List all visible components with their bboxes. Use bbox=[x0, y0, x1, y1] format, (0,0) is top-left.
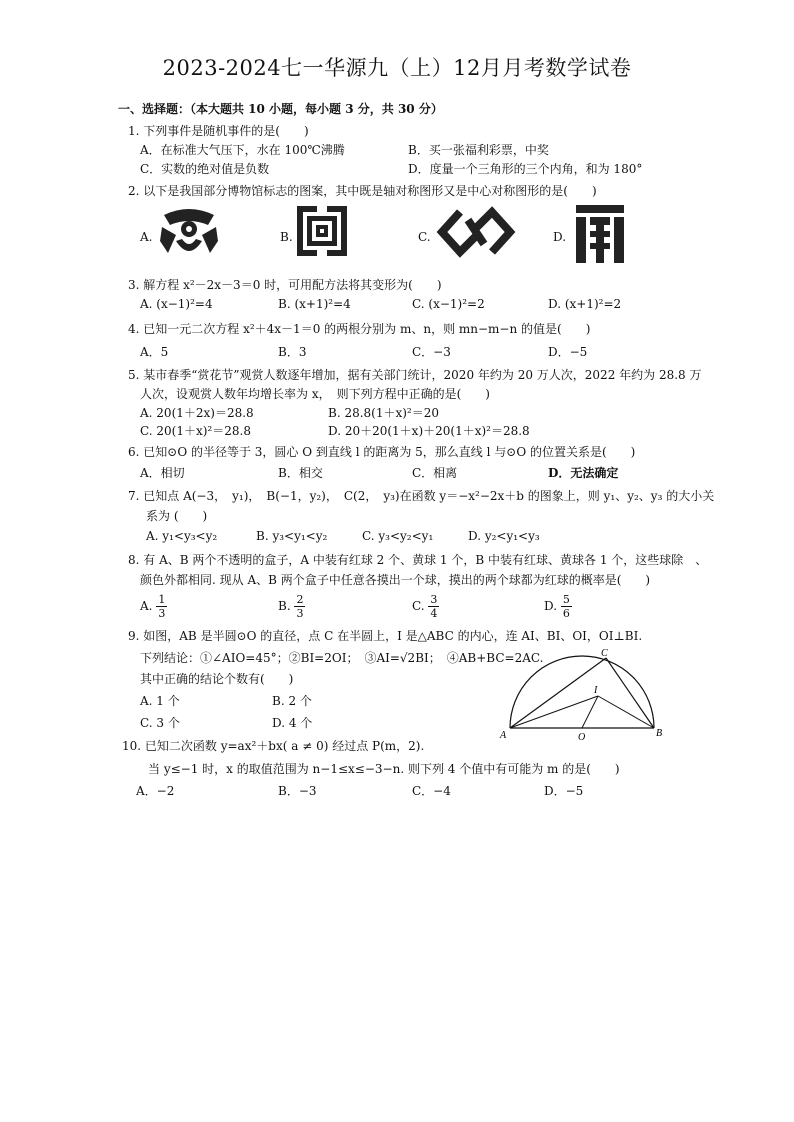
q3-stem: 3. 解方程 x²－2x－3＝0 时，可用配方法将其变形为( ) bbox=[128, 278, 442, 292]
q8-option-a: A. $\frac{1}{3}$ bbox=[140, 593, 166, 620]
q5-option-a: A. 20(1＋2x)＝28.8 bbox=[140, 406, 254, 420]
q3-option-c: C. (x−1)²=2 bbox=[412, 297, 485, 311]
q9-semicircle-diagram bbox=[498, 644, 666, 742]
q10-option-b: B．−3 bbox=[278, 784, 317, 798]
q10-option-c: C．−4 bbox=[412, 784, 451, 798]
q8-option-d-fraction: $\frac{5}{6}$ bbox=[562, 593, 570, 620]
q1-option-a: A．在标准大气压下，水在 100℃沸腾 bbox=[140, 143, 345, 157]
q8-option-b: B. $\frac{2}{3}$ bbox=[278, 593, 304, 620]
q10-stem-line2: 当 y≤−1 时，x 的取值范围为 n−1≤x≤−3−n. 则下列 4 个值中有可能为 m 的是( ) bbox=[148, 762, 620, 776]
q4-option-b: B．3 bbox=[278, 345, 307, 359]
q1-option-d: D．度量一个三角形的三个内角，和为 180° bbox=[408, 162, 643, 176]
museum-logo-c-icon bbox=[436, 206, 516, 258]
q7-option-c: C. y₃<y₂<y₁ bbox=[362, 529, 434, 543]
q7-option-d: D. y₂<y₁<y₃ bbox=[468, 529, 540, 543]
q9-option-a: A. 1 个 bbox=[140, 694, 180, 708]
q9-conclusions: 下列结论：①∠AIO=45°；②BI=2OI； ③AI=√2BI； ④AB+BC=2AC. bbox=[140, 651, 544, 665]
q7-stem-line2: 系为 ( ) bbox=[146, 509, 208, 523]
label-i: I bbox=[594, 685, 598, 696]
segment-ac bbox=[510, 658, 606, 728]
q10-option-a: A．−2 bbox=[136, 784, 175, 798]
q9-option-d: D. 4 个 bbox=[272, 716, 313, 730]
q4-stem: 4. 已知一元二次方程 x²＋4x－1＝0 的两根分别为 m、n，则 mn−m−n 的值是( ) bbox=[128, 322, 591, 336]
q5-option-c: C. 20(1＋x)²＝28.8 bbox=[140, 424, 251, 438]
q9-option-b: B. 2 个 bbox=[272, 694, 312, 708]
q5-stem-line1: 5. 某市春季“赏花节”观赏人数逐年增加，据有关部门统计，2020 年约为 20 万人次，2022 年约为 28.8 万 bbox=[128, 368, 702, 382]
q10-stem-line1: 10. 已知二次函数 y=ax²＋bx( a ≠ 0) 经过点 P(m，2). bbox=[122, 739, 425, 753]
q2-stem: 2. 以下是我国部分博物馆标志的图案，其中既是轴对称图形又是中心对称图形的是( ) bbox=[128, 184, 597, 198]
q4-option-c: C．−3 bbox=[412, 345, 451, 359]
q8-option-a-fraction: $\frac{1}{3}$ bbox=[158, 593, 166, 620]
q3-option-d: D. (x+1)²=2 bbox=[548, 297, 622, 311]
q6-stem: 6. 已知⊙O 的半径等于 3，圆心 O 到直线 l 的距离为 5，那么直线 l 与⊙O 的位置关系是( ) bbox=[128, 445, 636, 459]
q8-option-c-fraction: $\frac{3}{4}$ bbox=[430, 593, 438, 620]
q5-option-b: B. 28.8(1＋x)²＝20 bbox=[328, 406, 440, 420]
q4-option-a: A．5 bbox=[140, 345, 169, 359]
q1-option-b: B．买一张福利彩票，中奖 bbox=[408, 143, 549, 157]
q7-stem-line1: 7. 已知点 A(−3， y₁)， B(−1，y₂)， C(2， y₃)在函数 y＝−x²−2x＋b 的图象上，则 y₁、y₂、y₃ 的大小关 bbox=[128, 489, 715, 503]
q7-option-a: A. y₁<y₃<y₂ bbox=[146, 529, 218, 543]
q3-option-a: A. (x−1)²=4 bbox=[140, 297, 213, 311]
label-c: C bbox=[601, 648, 608, 659]
q9-ask: 其中正确的结论个数有( ) bbox=[140, 672, 294, 686]
q8-option-c: C. $\frac{3}{4}$ bbox=[412, 593, 438, 620]
label-a: A bbox=[500, 730, 507, 741]
q8-option-b-fraction: $\frac{2}{3}$ bbox=[296, 593, 304, 620]
label-b: B bbox=[656, 728, 663, 739]
museum-logo-d-icon bbox=[572, 203, 628, 265]
q1-option-c: C．实数的绝对值是负数 bbox=[140, 162, 270, 176]
q7-option-b: B. y₃<y₁<y₂ bbox=[256, 529, 328, 543]
museum-logo-a-icon bbox=[158, 205, 220, 261]
semicircle-arc bbox=[510, 656, 654, 728]
q2-option-c: C. bbox=[418, 230, 431, 244]
q8-stem-line2: 颜色外都相同. 现从 A、B 两个盒子中任意各摸出一个球，摸出的两个球都为红球的概率是( ) bbox=[140, 573, 651, 587]
q2-option-d: D. bbox=[553, 230, 567, 244]
q9-option-c: C. 3 个 bbox=[140, 716, 180, 730]
q2-option-a: A. bbox=[140, 230, 153, 244]
q6-option-c: C．相离 bbox=[412, 466, 458, 480]
q5-option-d: D. 20＋20(1＋x)＋20(1＋x)²＝28.8 bbox=[328, 424, 530, 438]
q1-stem: 1. 下列事件是随机事件的是( ) bbox=[128, 124, 309, 138]
q9-stem: 9. 如图，AB 是半圆⊙O 的直径，点 C 在半圆上，I 是△ABC 的内心，连 AI、BI、OI，OI⊥BI. bbox=[128, 629, 643, 643]
q6-option-d: D．无法确定 bbox=[548, 466, 619, 480]
label-o: O bbox=[578, 732, 586, 742]
page-title: 2023-2024七一华源九（上）12月月考数学试卷 bbox=[162, 56, 632, 80]
segment-bi bbox=[598, 696, 654, 728]
q10-option-d: D．−5 bbox=[544, 784, 584, 798]
q5-stem-line2: 人次，设观赏人数年均增长率为 x， 则下列方程中正确的是( ) bbox=[140, 387, 490, 401]
q8-option-d: D. $\frac{5}{6}$ bbox=[544, 593, 570, 620]
q3-option-b: B. (x+1)²=4 bbox=[278, 297, 351, 311]
q8-stem-line1: 8. 有 A、B 两个不透明的盒子，A 中装有红球 2 个、黄球 1 个，B 中装有红球、黄球各 1 个，这些球除 、 bbox=[128, 553, 708, 567]
q6-option-b: B．相交 bbox=[278, 466, 323, 480]
q6-option-a: A．相切 bbox=[140, 466, 185, 480]
museum-logo-b-icon bbox=[296, 205, 348, 257]
section-heading: 一、选择题：（本大题共 10 小题，每小题 3 分，共 30 分） bbox=[118, 102, 443, 116]
q4-option-d: D．−5 bbox=[548, 345, 588, 359]
segment-cb bbox=[606, 658, 654, 728]
q2-option-b: B. bbox=[280, 230, 293, 244]
